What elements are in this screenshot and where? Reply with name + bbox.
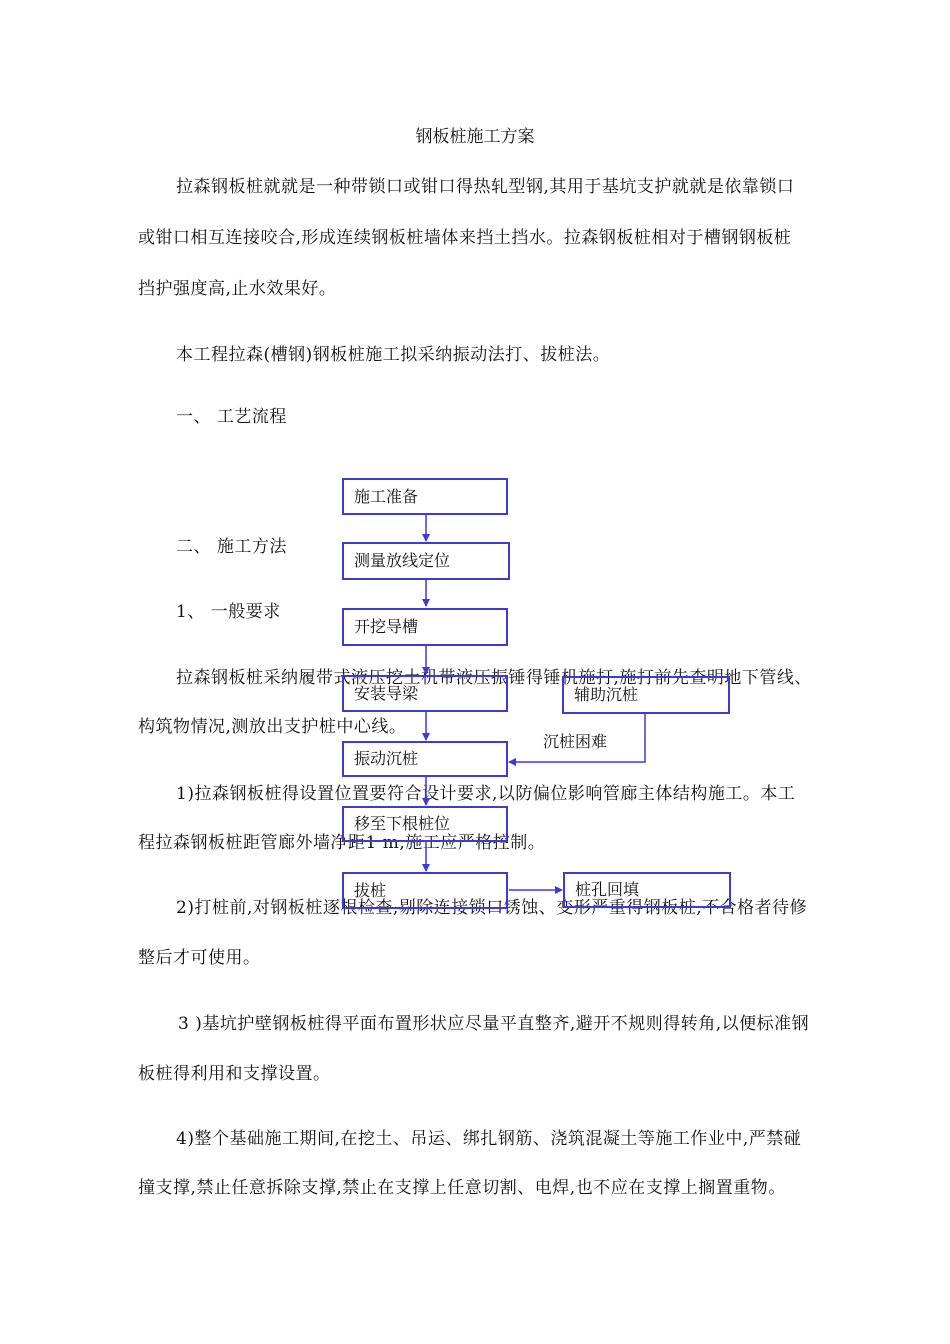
flow-step-label: 开挖导槽 xyxy=(354,617,419,636)
item2-line-2: 整后才可使用。 xyxy=(138,948,261,968)
section1-heading: 一、 工艺流程 xyxy=(176,407,287,427)
item1-line-1: 1)拉森钢板桩得设置位置要符合设计要求,以防偏位影响管廊主体结构施工。本工 xyxy=(176,784,796,804)
item4-line-1: 4)整个基础施工期间,在挖土、吊运、绑扎钢筋、浇筑混凝土等施工作业中,严禁碰 xyxy=(176,1129,802,1149)
flow-step-survey xyxy=(342,542,510,580)
flow-step-label: 测量放线定位 xyxy=(354,551,451,570)
flow-step-label: 辅助沉桩 xyxy=(574,685,639,704)
flow-step-pull xyxy=(342,872,508,909)
general-line-1: 拉森钢板桩采纳履带式液压挖土机带液压振锤得锤机施打,施打前先查明地下管线、 xyxy=(176,668,812,688)
sub1-heading: 1、 一般要求 xyxy=(176,602,281,622)
general-line-2: 构筑物情况,测放出支护桩中心线。 xyxy=(138,717,407,737)
flow-side-backfill xyxy=(563,872,731,908)
item4-line-2: 撞支撑,禁止任意拆除支撑,禁止在支撑上任意切割、电焊,也不应在支撑上搁置重物。 xyxy=(138,1178,786,1198)
flow-step-trench xyxy=(342,608,508,646)
flow-step-vibrate xyxy=(342,741,508,777)
flow-step-label: 振动沉桩 xyxy=(354,749,419,768)
section2-heading: 二、 施工方法 xyxy=(176,537,287,557)
flow-step-prep xyxy=(342,478,508,515)
item3-line-2: 板桩得利用和支撑设置。 xyxy=(138,1064,331,1084)
flow-step-guide-beam xyxy=(342,675,508,712)
flow-step-label: 桩孔回填 xyxy=(575,880,640,899)
intro-line-3: 挡护强度高,止水效果好。 xyxy=(138,279,337,299)
flow-step-label: 安装导梁 xyxy=(354,683,419,703)
flow-step-label: 移至下根桩位 xyxy=(354,814,451,833)
method-line: 本工程拉森(槽钢)钢板桩施工拟采纳振动法打、拔桩法。 xyxy=(176,345,611,365)
page-title: 钢板桩施工方案 xyxy=(415,127,535,147)
flow-step-label: 拔桩 xyxy=(354,880,387,900)
intro-line-1: 拉森钢板桩就就是一种带锁口或钳口得热轧型钢,其用于基坑支护就就是依靠锁口 xyxy=(176,177,795,197)
flow-side-assist xyxy=(562,676,730,714)
item1-line-2: 程拉森钢板桩距管廊外墙净距1 m,施工应严格控制。 xyxy=(138,833,546,853)
item2-line-1: 2)打桩前,对钢板桩逐根检查,剔除连接锁口锈蚀、变形严重得钢板桩,不合格者待修 xyxy=(176,898,808,918)
intro-line-2: 或钳口相互连接咬合,形成连续钢板桩墙体来挡土挡水。拉森钢板桩相对于槽钢钢板桩 xyxy=(138,228,792,248)
flow-step-move xyxy=(342,806,508,842)
item3-line-1: 3 )基坑护壁钢板桩得平面布置形状应尽量平直整齐,避开不规则得转角,以便标准钢 xyxy=(178,1014,810,1034)
flow-step-label: 施工准备 xyxy=(354,486,419,506)
flow-branch-label: 沉桩困难 xyxy=(543,732,608,751)
